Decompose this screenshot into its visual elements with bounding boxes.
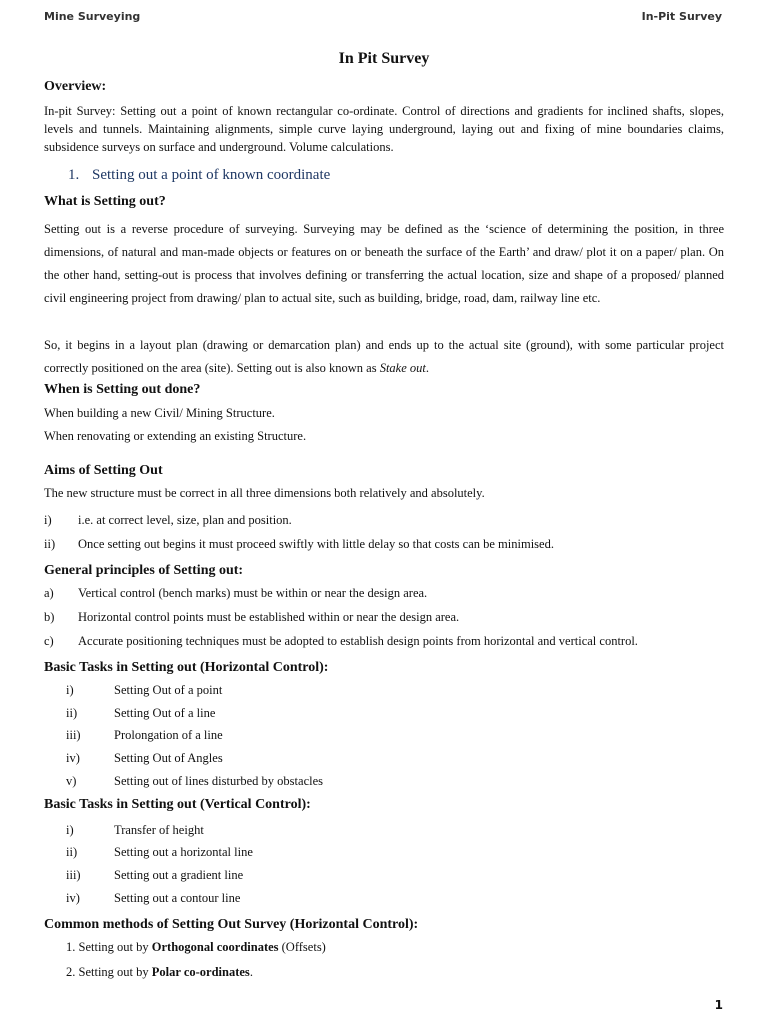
what-paragraph-1: Setting out is a reverse procedure of surveying. Surveying may be defined as the ‘science of determining the position, in three dimensions, of natural and man-made objects or features on or beneath the surface of the Earth’ and draw/ plot it on a paper/ plan. On the other hand, setting-out is process that involves defining or transferring the actual location, size and shape of a proposed/ planned civil engineering project from drawing/ plan to actual site, such as building, bridge, road, dam, railway line etc.: [44, 222, 724, 305]
list-label: iii): [66, 728, 81, 742]
running-header-right: In-Pit Survey: [641, 10, 722, 23]
vertical-tasks-heading: Basic Tasks in Setting out (Vertical Control):: [44, 797, 311, 812]
list-text: Transfer of height: [114, 823, 204, 837]
section-1-number: 1.: [68, 167, 80, 183]
list-label: iii): [66, 868, 81, 882]
list-label: ii): [44, 537, 56, 551]
list-label: c): [44, 634, 54, 648]
when-line-1: When building a new Civil/ Mining Structure.: [44, 406, 275, 420]
method-name: Polar co-ordinates: [151, 965, 250, 979]
page-number: 1: [714, 998, 723, 1012]
when-heading: When is Setting out done?: [44, 382, 201, 397]
method-item-1: [66, 940, 746, 955]
list-text: Setting out of lines disturbed by obstacles: [114, 774, 324, 788]
aims-intro: The new structure must be correct in all three dimensions both relatively and absolutely.: [44, 486, 485, 500]
what-paragraph-2-end: .: [425, 361, 429, 375]
stake-out-term: Stake out: [379, 361, 426, 375]
method-suffix: (Offsets): [278, 940, 326, 954]
running-header-left: Mine Surveying: [44, 10, 141, 23]
horizontal-tasks-heading: Basic Tasks in Setting out (Horizontal Control):: [44, 660, 329, 675]
list-label: iv): [66, 751, 80, 765]
list-text: Setting Out of a point: [114, 683, 223, 697]
list-label: i): [44, 513, 52, 527]
list-text: Prolongation of a line: [114, 728, 223, 742]
list-text: Horizontal control points must be established within or near the design area.: [78, 610, 460, 624]
list-label: v): [66, 774, 77, 788]
overview-heading: Overview:: [44, 79, 107, 94]
list-text: Once setting out begins it must proceed swiftly with little delay so that costs can be minimised.: [78, 537, 554, 551]
list-label: iv): [66, 891, 80, 905]
list-label: ii): [66, 706, 78, 720]
what-paragraph-2-text: So, it begins in a layout plan (drawing or demarcation plan) and ends up to the actual site (ground), with some particular project correctly positioned on the area (site). Setting out is also known as: [44, 338, 724, 375]
method-prefix: 1. Setting out by: [66, 940, 152, 954]
method-prefix: 2. Setting out by: [66, 965, 152, 979]
list-text: Vertical control (bench marks) must be within or near the design area.: [78, 586, 428, 600]
page-title: In Pit Survey: [338, 50, 430, 67]
list-text: Setting out a contour line: [114, 891, 241, 905]
section-1-heading: [68, 167, 748, 184]
aims-heading: Aims of Setting Out: [44, 463, 163, 478]
list-text: Setting out a horizontal line: [114, 845, 253, 859]
list-label: a): [44, 586, 54, 600]
list-text: Setting out a gradient line: [114, 868, 244, 882]
method-name: Orthogonal coordinates: [151, 940, 279, 954]
list-label: i): [66, 823, 74, 837]
principles-heading: General principles of Setting out:: [44, 563, 244, 578]
list-label: ii): [66, 845, 78, 859]
list-text: i.e. at correct level, size, plan and position.: [78, 513, 292, 527]
list-text: Accurate positioning techniques must be adopted to establish design points from horizontal and vertical control.: [78, 634, 638, 648]
method-suffix: .: [249, 965, 253, 979]
what-heading: What is Setting out?: [44, 194, 166, 209]
when-line-2: When renovating or extending an existing Structure.: [44, 429, 307, 443]
section-1-title: Setting out a point of known coordinate: [92, 167, 331, 183]
list-text: Setting Out of a line: [114, 706, 216, 720]
list-text: Setting Out of Angles: [114, 751, 223, 765]
overview-text: In-pit Survey: Setting out a point of known rectangular co-ordinate. Control of directions and gradients for inclined shafts, slopes, levels and tunnels. Maintaining alignments, simple curve laying underground, laying out and fixing of mine boundaries claims, subsidence surveys on surface and underground. Volume calculations.: [44, 104, 724, 154]
list-label: i): [66, 683, 74, 697]
list-label: b): [44, 610, 55, 624]
methods-heading: Common methods of Setting Out Survey (Horizontal Control):: [44, 917, 419, 932]
method-item-2: [66, 965, 746, 980]
what-paragraph-2: [44, 334, 724, 380]
